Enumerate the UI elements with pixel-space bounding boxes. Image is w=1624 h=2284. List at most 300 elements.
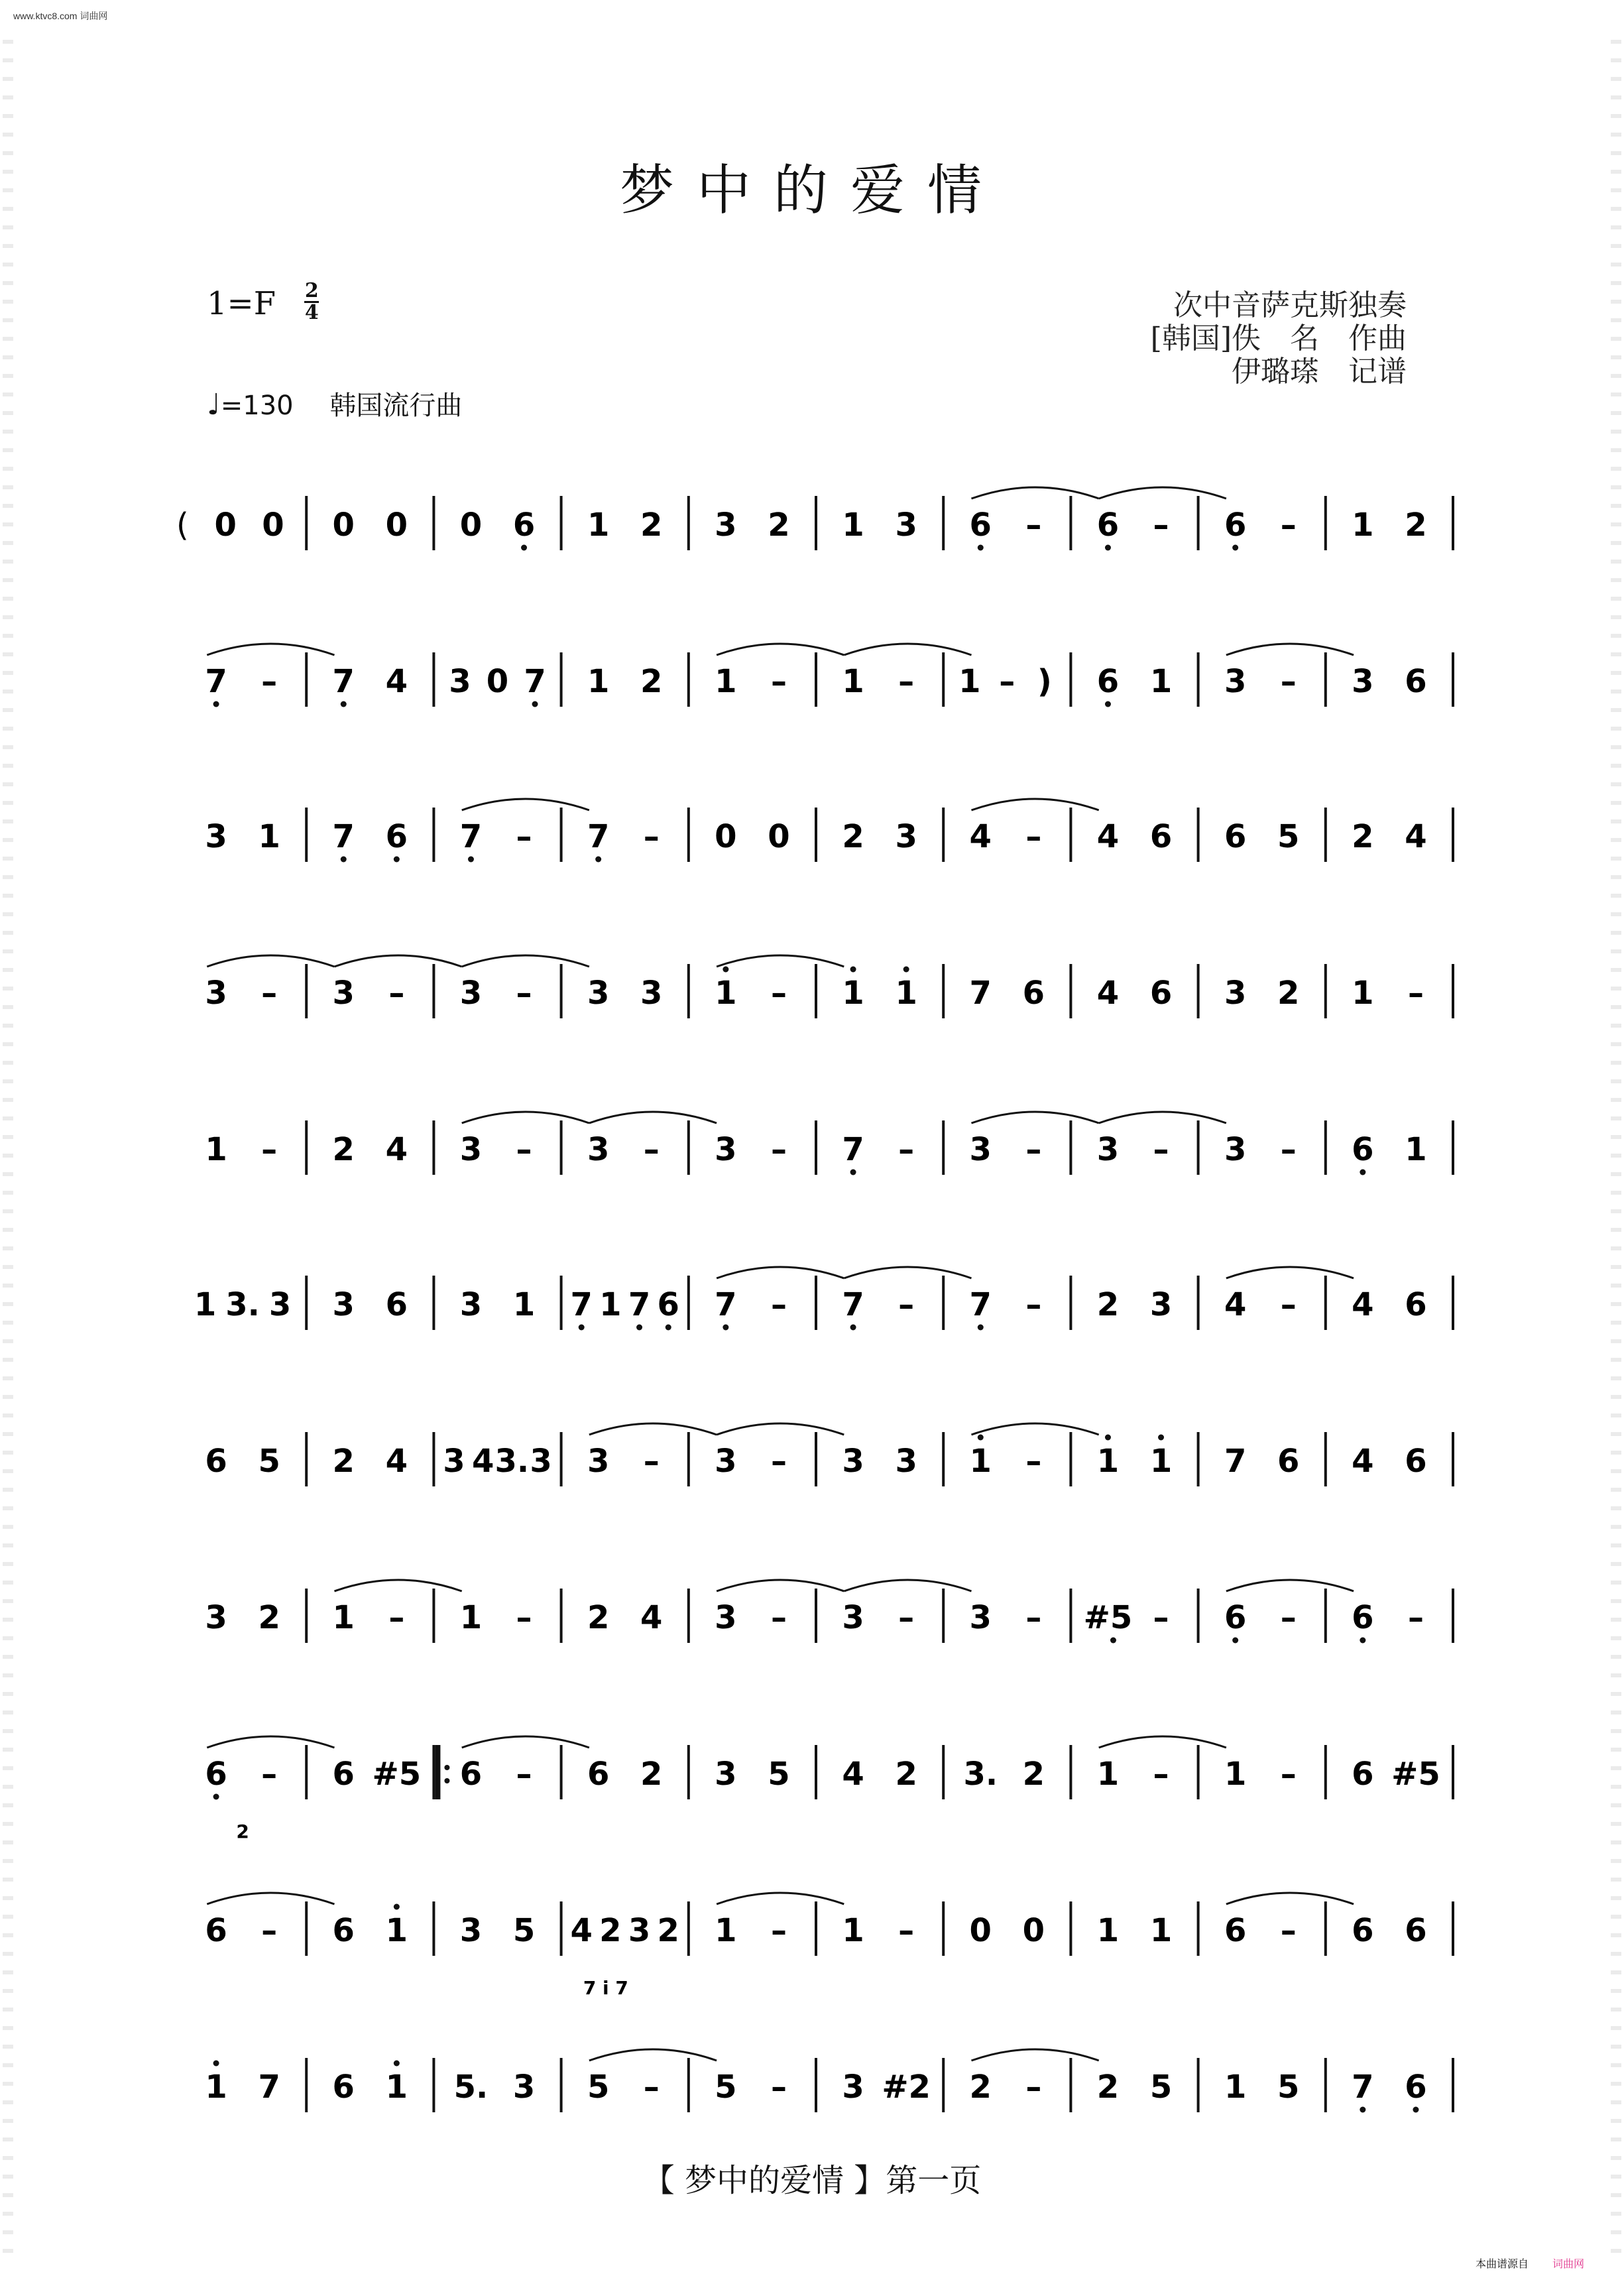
- note: 5: [715, 2069, 737, 2106]
- note: –: [1025, 1599, 1042, 1636]
- note: 0: [969, 1912, 992, 1949]
- note: –: [1407, 975, 1424, 1012]
- octave-dot-below: [532, 701, 538, 707]
- tie-arc: [717, 1423, 844, 1435]
- note: 6: [657, 1286, 679, 1323]
- octave-dot-below: [1232, 545, 1238, 551]
- note: 1: [459, 1599, 483, 1636]
- note: 3: [587, 975, 610, 1012]
- tie-arc: [717, 955, 844, 967]
- note: –: [1280, 507, 1297, 544]
- note: 5: [1277, 818, 1300, 855]
- octave-dot-below: [1360, 1170, 1365, 1175]
- note: 3: [1096, 1131, 1120, 1168]
- note: 6: [1149, 818, 1173, 855]
- note: –: [770, 1443, 787, 1480]
- note: 2: [258, 1599, 280, 1636]
- tie-arc: [207, 1736, 334, 1748]
- note: 1: [715, 975, 737, 1012]
- note: –: [770, 663, 787, 700]
- note: 1: [1096, 1443, 1120, 1480]
- grace-mark: 7 i 7: [583, 1977, 628, 1999]
- note: –: [1025, 1443, 1042, 1480]
- note: 4: [385, 663, 408, 700]
- note: 6: [205, 1443, 227, 1480]
- note: 6: [1224, 1599, 1247, 1636]
- note: 3: [1224, 975, 1247, 1012]
- note: #2: [882, 2069, 931, 2106]
- tie-arc: [1226, 1893, 1354, 1904]
- tie-arc: [717, 1580, 844, 1591]
- note: 2: [640, 1756, 663, 1793]
- note: 1: [258, 818, 280, 855]
- note: 7: [258, 2069, 280, 2106]
- credit-line-3: 伊璐瑹 记谱: [1232, 355, 1407, 389]
- note: 1: [958, 663, 981, 700]
- note: 2: [640, 507, 663, 544]
- octave-dot-below: [636, 1325, 642, 1331]
- source-text: 本曲谱源自: [1475, 2259, 1529, 2270]
- tie-arc: [207, 955, 334, 967]
- tempo-value: =130: [220, 391, 294, 421]
- note: 0: [486, 663, 509, 700]
- octave-dot-below: [850, 1170, 856, 1175]
- tie-arc: [1226, 644, 1354, 655]
- note: 2: [1405, 507, 1427, 544]
- note: 6: [1405, 1443, 1427, 1480]
- note: 6: [205, 1756, 227, 1793]
- note: –: [1153, 1756, 1169, 1793]
- note: 1: [842, 507, 864, 544]
- tie-arc: [589, 1423, 717, 1435]
- note: 2: [969, 2069, 992, 2106]
- note: 2: [657, 1912, 679, 1949]
- octave-dot-below: [978, 545, 984, 551]
- note: –: [1025, 507, 1042, 544]
- note: 3: [842, 1443, 864, 1480]
- note: 3: [459, 1131, 483, 1168]
- note: 6: [587, 1756, 610, 1793]
- note: –: [643, 1131, 660, 1168]
- brand-logo: 词曲网: [1552, 2259, 1584, 2270]
- note: 5: [512, 1912, 536, 1949]
- tie-arc: [589, 1112, 717, 1123]
- note: 3: [459, 975, 483, 1012]
- note: 2: [1277, 975, 1300, 1012]
- tie-arc: [717, 1267, 844, 1278]
- octave-dot-below: [579, 1325, 585, 1331]
- octave-dot-below: [978, 1325, 984, 1331]
- tie-arc: [971, 2049, 1098, 2061]
- tie-arc: [207, 644, 334, 655]
- note: 1: [1224, 2069, 1247, 2106]
- time-sig-top: 2: [304, 279, 319, 302]
- note: 4: [471, 1443, 494, 1480]
- repeat-dot: [444, 1778, 449, 1783]
- note: 1: [842, 1912, 864, 1949]
- tie-arc: [971, 1423, 1098, 1435]
- note: 6: [1405, 663, 1427, 700]
- note: 3: [205, 1599, 227, 1636]
- octave-dot-below: [521, 545, 527, 551]
- note: 1: [895, 975, 917, 1012]
- key-label: 1=F: [207, 285, 276, 322]
- tie-arc: [717, 644, 844, 655]
- note: 7: [1224, 1443, 1247, 1480]
- note: –: [516, 1131, 532, 1168]
- note: 6: [1352, 1912, 1374, 1949]
- note: 6: [1224, 818, 1247, 855]
- note: 3.: [494, 1443, 530, 1480]
- note: –: [261, 1912, 278, 1949]
- octave-dot-below: [850, 1325, 856, 1331]
- note: 3: [842, 1599, 864, 1636]
- note: 2: [587, 1599, 610, 1636]
- note: 6: [1352, 1599, 1374, 1636]
- note: 3: [332, 975, 355, 1012]
- octave-dot-below: [213, 1794, 219, 1800]
- note: 1: [385, 2069, 408, 2106]
- octave-dot-below: [1232, 1638, 1238, 1644]
- note: –: [261, 975, 278, 1012]
- note: –: [516, 975, 532, 1012]
- note: 0: [1022, 1912, 1045, 1949]
- note: 1: [205, 1131, 227, 1168]
- note: 3: [1224, 663, 1247, 700]
- tie-arc: [1099, 487, 1226, 499]
- note: 3: [1352, 663, 1374, 700]
- note: 6: [969, 507, 992, 544]
- note: 3: [449, 663, 471, 700]
- note: –: [1153, 1599, 1169, 1636]
- tie-arc: [844, 644, 971, 655]
- note: –: [1280, 1912, 1297, 1949]
- repeat-dot: [444, 1765, 449, 1770]
- note: 3: [715, 507, 737, 544]
- note: 1: [1149, 1912, 1173, 1949]
- note: 4: [385, 1131, 408, 1168]
- note: 7: [332, 663, 355, 700]
- note: #5: [372, 1756, 422, 1793]
- note: –: [1280, 1599, 1297, 1636]
- tie-arc: [971, 799, 1098, 810]
- octave-dot-below: [666, 1325, 671, 1331]
- note: 3: [459, 1912, 483, 1949]
- octave-dot-below: [394, 857, 400, 863]
- note: 0: [214, 507, 237, 544]
- note: 4: [842, 1756, 864, 1793]
- octave-dot-below: [341, 701, 347, 707]
- note: 1: [599, 1286, 622, 1323]
- note: 0: [262, 507, 284, 544]
- note: 6: [1224, 1912, 1247, 1949]
- note: 1: [587, 507, 610, 544]
- note: –: [1025, 1131, 1042, 1168]
- note: –: [388, 1599, 405, 1636]
- note: #5: [1391, 1756, 1440, 1793]
- note: 3: [512, 2069, 536, 2106]
- note: –: [1025, 1286, 1042, 1323]
- note: 4: [1096, 975, 1120, 1012]
- note: 7: [969, 1286, 992, 1323]
- note: 1: [1149, 663, 1173, 700]
- note: 3: [715, 1756, 737, 1793]
- note: 1: [512, 1286, 536, 1323]
- credit-line-1: 次中音萨克斯独奏: [1173, 288, 1407, 322]
- note: 1: [385, 1912, 408, 1949]
- octave-dot-above: [394, 1904, 400, 1910]
- note: –: [261, 663, 278, 700]
- note: 7: [570, 1286, 593, 1323]
- note: 2: [1352, 818, 1374, 855]
- note: 7: [524, 663, 546, 700]
- tie-arc: [844, 1580, 971, 1591]
- note: 6: [1352, 1756, 1374, 1793]
- note: 5.: [453, 2069, 489, 2106]
- page-footer: 【 梦中的爱情 】第一页: [642, 2162, 982, 2199]
- note: 3: [628, 1912, 651, 1949]
- note: 3: [640, 975, 663, 1012]
- tie-arc: [334, 1580, 461, 1591]
- note: 6: [512, 507, 536, 544]
- tie-arc: [1099, 1112, 1226, 1123]
- time-sig-bottom: 4: [304, 301, 319, 324]
- note: –: [770, 1286, 787, 1323]
- note: 7: [842, 1131, 864, 1168]
- note: –: [261, 1131, 278, 1168]
- note: 3: [969, 1599, 992, 1636]
- tie-arc: [462, 955, 589, 967]
- tie-arc: [462, 1736, 589, 1748]
- note: 6: [385, 818, 408, 855]
- style-label: 韩国流行曲: [329, 391, 463, 421]
- note: –: [898, 663, 915, 700]
- note: 2: [640, 663, 663, 700]
- note: 1: [842, 663, 864, 700]
- note: 1: [1096, 1912, 1120, 1949]
- tie-arc: [717, 1893, 844, 1904]
- note: 1: [1096, 1756, 1120, 1793]
- note: 5: [587, 2069, 610, 2106]
- note: 1: [332, 1599, 355, 1636]
- note: 1: [1405, 1131, 1427, 1168]
- note: –: [770, 975, 787, 1012]
- note: 3: [205, 975, 227, 1012]
- note: 6: [332, 1912, 355, 1949]
- note: 0: [385, 507, 408, 544]
- site-url: www.ktvc8.com 词曲网: [13, 11, 108, 21]
- note: 4: [969, 818, 992, 855]
- note: 3: [587, 1443, 610, 1480]
- tie-arc: [971, 1112, 1098, 1123]
- opening-paren: (: [176, 507, 189, 544]
- note: –: [516, 818, 532, 855]
- note: –: [1280, 1286, 1297, 1323]
- octave-dot-below: [468, 857, 474, 863]
- octave-dot-above: [723, 967, 728, 973]
- note: 4: [640, 1599, 663, 1636]
- octave-dot-above: [903, 967, 909, 973]
- note: 0: [715, 818, 737, 855]
- note: –: [898, 1599, 915, 1636]
- note: 3: [969, 1131, 992, 1168]
- note: 2: [1096, 1286, 1120, 1323]
- tie-arc: [1099, 1736, 1226, 1748]
- note: 3: [268, 1286, 292, 1323]
- note: 6: [1405, 1286, 1427, 1323]
- octave-dot-above: [394, 2061, 400, 2067]
- note: 4: [570, 1912, 593, 1949]
- note: 1: [587, 663, 610, 700]
- note: 5: [768, 1756, 790, 1793]
- tie-arc: [844, 1267, 971, 1278]
- note: 7: [628, 1286, 651, 1323]
- note: 3: [842, 2069, 864, 2106]
- note: 6: [385, 1286, 408, 1323]
- note: –: [1280, 1756, 1297, 1793]
- note: –: [643, 818, 660, 855]
- note: 7: [587, 818, 610, 855]
- note: –: [1153, 507, 1169, 544]
- note: 4: [385, 1443, 408, 1480]
- note: 1: [842, 975, 864, 1012]
- note: 3: [530, 1443, 552, 1480]
- note: 3: [443, 1443, 465, 1480]
- note: ): [1037, 663, 1052, 700]
- note: –: [1025, 2069, 1042, 2106]
- note: 0: [768, 818, 790, 855]
- note: 4: [1352, 1286, 1374, 1323]
- octave-dot-above: [213, 2061, 219, 2067]
- tie-arc: [462, 1112, 589, 1123]
- note: 2: [599, 1912, 622, 1949]
- note: 7: [969, 975, 992, 1012]
- note: 6: [1149, 975, 1173, 1012]
- note: 1: [1224, 1756, 1247, 1793]
- note: 5: [1277, 2069, 1300, 2106]
- note: 7: [715, 1286, 737, 1323]
- note: 6: [1022, 975, 1045, 1012]
- note: 4: [1224, 1286, 1247, 1323]
- note: –: [261, 1756, 278, 1793]
- note: 5: [1149, 2069, 1173, 2106]
- tie-arc: [971, 487, 1098, 499]
- note: –: [999, 663, 1015, 700]
- octave-dot-below: [1110, 1638, 1116, 1644]
- note: 3: [715, 1131, 737, 1168]
- note: 1: [1149, 1443, 1173, 1480]
- note: 6: [1405, 1912, 1427, 1949]
- note: –: [1153, 1131, 1169, 1168]
- note: 3: [205, 818, 227, 855]
- note: 1: [969, 1443, 992, 1480]
- note: 3: [715, 1599, 737, 1636]
- tie-arc: [462, 799, 589, 810]
- octave-dot-above: [850, 967, 856, 973]
- note: 3.: [225, 1286, 260, 1323]
- note: 6: [1352, 1131, 1374, 1168]
- note: 1: [715, 663, 737, 700]
- note: –: [643, 1443, 660, 1480]
- octave-dot-below: [341, 857, 347, 863]
- quarter-note-icon: ♩: [207, 388, 221, 422]
- note: 6: [459, 1756, 483, 1793]
- note: 3.: [963, 1756, 998, 1793]
- note: –: [898, 1286, 915, 1323]
- note: 0: [459, 507, 483, 544]
- note: –: [388, 975, 405, 1012]
- note: –: [1407, 1599, 1424, 1636]
- note: –: [770, 2069, 787, 2106]
- note: 4: [1405, 818, 1427, 855]
- octave-dot-below: [1360, 2107, 1365, 2113]
- note: –: [643, 2069, 660, 2106]
- note: 6: [1224, 507, 1247, 544]
- note: 1: [715, 1912, 737, 1949]
- note: 0: [332, 507, 355, 544]
- note: –: [516, 1756, 532, 1793]
- note: 7: [459, 818, 483, 855]
- note: 7: [1352, 2069, 1374, 2106]
- note: 3: [459, 1286, 483, 1323]
- note: #5: [1083, 1599, 1133, 1636]
- octave-dot-below: [723, 1325, 728, 1331]
- note: –: [898, 1912, 915, 1949]
- note: 1: [1352, 975, 1374, 1012]
- octave-dot-below: [1413, 2107, 1419, 2113]
- grace-mark: 2: [236, 1821, 249, 1842]
- note: –: [898, 1131, 915, 1168]
- note: 2: [842, 818, 864, 855]
- note: 6: [1277, 1443, 1300, 1480]
- tie-arc: [1226, 1267, 1354, 1278]
- octave-dot-above: [1105, 1435, 1111, 1441]
- octave-dot-below: [1105, 701, 1111, 707]
- credit-line-2: [韩国]佚 名 作曲: [1150, 322, 1407, 355]
- note: 3: [332, 1286, 355, 1323]
- octave-dot-above: [978, 1435, 984, 1441]
- note: 2: [768, 507, 790, 544]
- note: –: [770, 1599, 787, 1636]
- note: 6: [205, 1912, 227, 1949]
- tie-arc: [334, 955, 461, 967]
- note: 1: [194, 1286, 217, 1323]
- note: 3: [1224, 1131, 1247, 1168]
- note: 3: [895, 507, 917, 544]
- note: –: [770, 1131, 787, 1168]
- note: 3: [895, 818, 917, 855]
- note: 1: [1352, 507, 1374, 544]
- octave-dot-below: [1105, 545, 1111, 551]
- note: 5: [258, 1443, 280, 1480]
- tie-arc: [1226, 1580, 1354, 1591]
- octave-dot-above: [1158, 1435, 1164, 1441]
- note: 2: [332, 1443, 355, 1480]
- note: 7: [842, 1286, 864, 1323]
- note: 6: [1096, 507, 1120, 544]
- note: 3: [895, 1443, 917, 1480]
- note: 4: [1352, 1443, 1374, 1480]
- tie-arc: [207, 1893, 334, 1904]
- octave-dot-below: [595, 857, 601, 863]
- note: 7: [332, 818, 355, 855]
- note: –: [1025, 818, 1042, 855]
- source-note: [1476, 2255, 1584, 2271]
- note: 2: [332, 1131, 355, 1168]
- note: 3: [715, 1443, 737, 1480]
- note: –: [1280, 1131, 1297, 1168]
- octave-dot-below: [1360, 1638, 1365, 1644]
